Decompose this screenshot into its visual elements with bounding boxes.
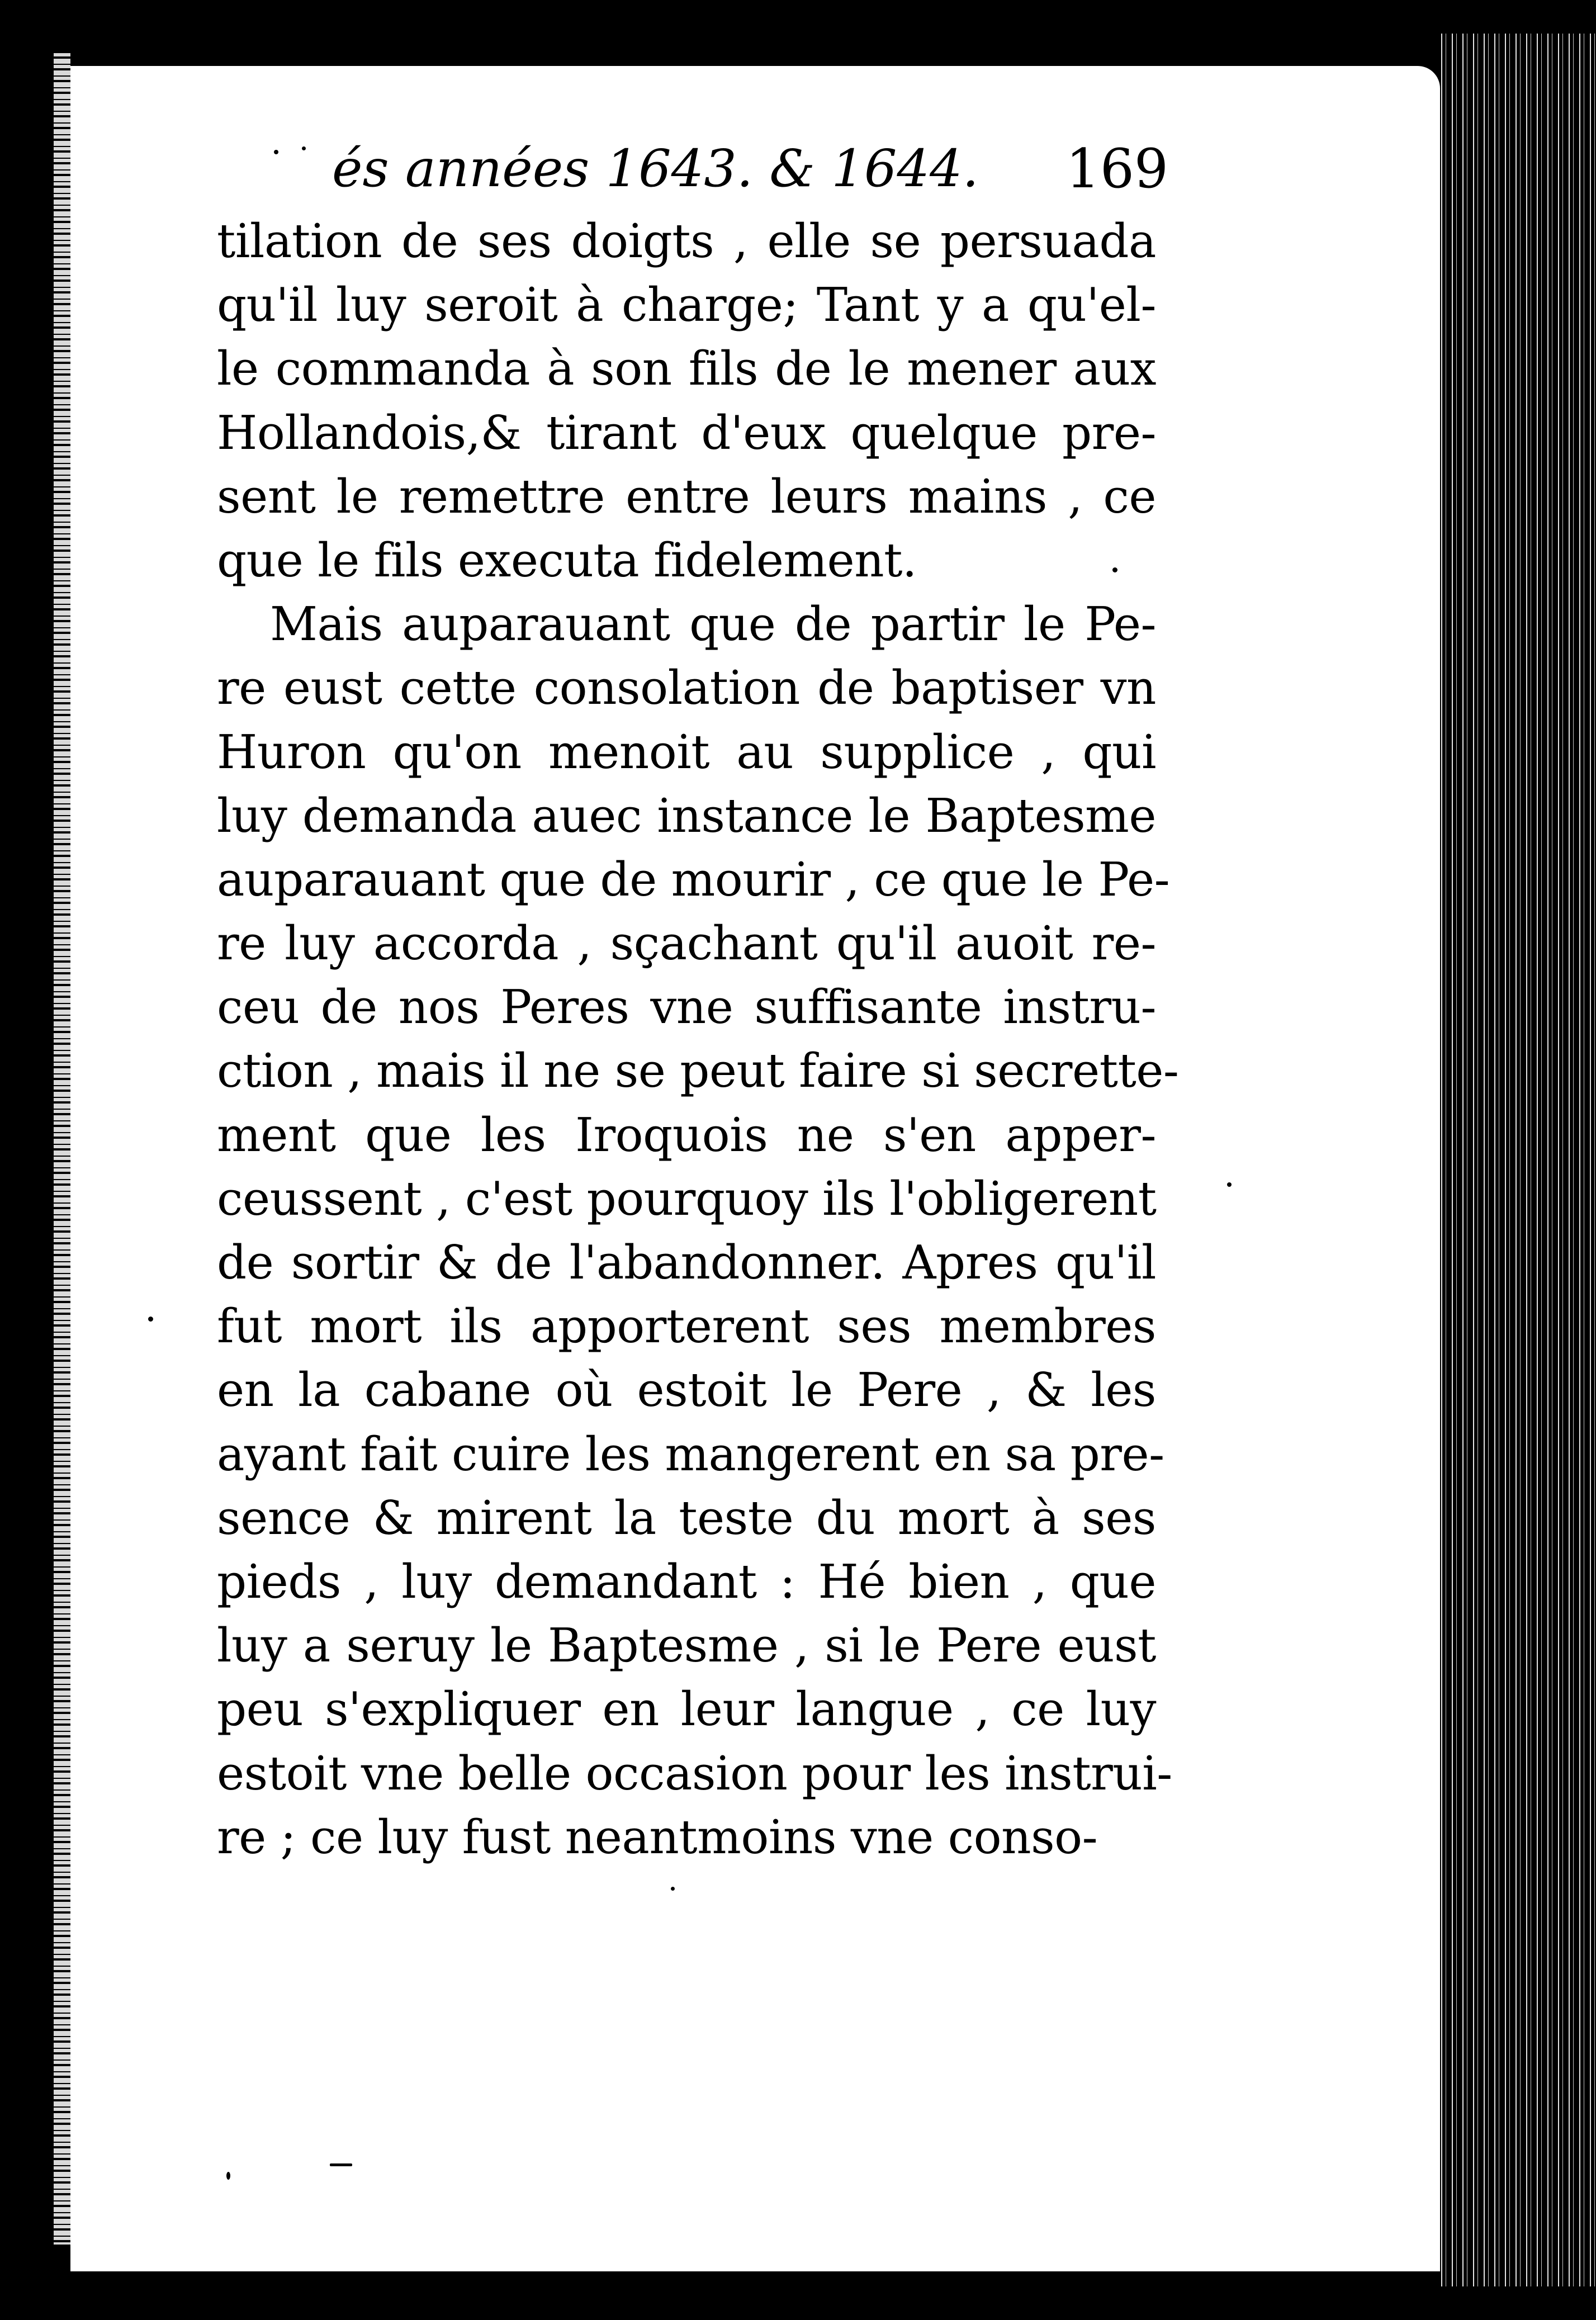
text-line: peu s'expliquer en leur langue , ce luy: [217, 1682, 1156, 1737]
book-fore-edge: [1439, 34, 1596, 2286]
text-line: sence & mirent la teste du mort à ses: [217, 1490, 1156, 1545]
text-line: luy demanda auec instance le Baptesme: [217, 788, 1156, 843]
text-line: pieds , luy demandant : Hé bien , que: [217, 1554, 1156, 1609]
text-line: Hollandois,& tirant d'eux quelque pre-: [217, 405, 1156, 460]
text-line: qu'il luy seroit à charge; Tant y a qu'el-: [217, 278, 1156, 333]
text-line: ceu de nos Peres vne suffisante instru-: [217, 980, 1156, 1035]
page-number: 169: [1065, 138, 1168, 200]
page-left-edge: [54, 53, 70, 2245]
scan-speck: [671, 1887, 675, 1891]
scan-speck: [274, 150, 278, 154]
scan-speck: [226, 2172, 230, 2180]
text-line: re ; ce luy fust neantmoins vne conso-: [217, 1810, 1098, 1864]
text-line: ceussent , c'est pourquoy ils l'obligerent: [217, 1171, 1157, 1226]
text-line: re luy accorda , sçachant qu'il auoit re-: [217, 916, 1156, 971]
text-line: Mais auparauant que de partir le Pe-: [270, 597, 1156, 652]
body-text: [217, 210, 1179, 1869]
text-line: que le fils executa fidelement.: [217, 533, 917, 588]
text-line: auparauant que de mourir , ce que le Pe-: [217, 852, 1170, 907]
text-line: Huron qu'on menoit au supplice , qui: [217, 725, 1156, 779]
scan-speck: [1112, 567, 1117, 572]
text-line: le commanda à son fils de le mener aux: [217, 342, 1156, 396]
text-line: estoit vne belle occasion pour les instrui-: [217, 1746, 1172, 1801]
text-line: sent le remettre entre leurs mains , ce: [217, 469, 1156, 524]
text-line: ction , mais il ne se peut faire si secrette-: [217, 1044, 1179, 1099]
text-line: ayant fait cuire les mangerent en sa pre-: [217, 1427, 1164, 1481]
text-line: de sortir & de l'abandonner. Apres qu'il: [217, 1235, 1156, 1290]
running-head: és années 1643. & 1644.: [332, 139, 979, 198]
text-line: ment que les Iroquois ne s'en apper-: [217, 1107, 1156, 1162]
text-line: en la cabane où estoit le Pere , & les: [217, 1363, 1156, 1418]
scan-speck: [148, 1317, 153, 1322]
text-line: fut mort ils apporterent ses membres: [217, 1299, 1156, 1354]
scan-speck: [302, 146, 306, 150]
text-line: luy a seruy le Baptesme , si le Pere eust: [217, 1618, 1156, 1673]
text-line: tilation de ses doigts , elle se persuada: [217, 214, 1156, 268]
scan-speck: [330, 2163, 352, 2166]
text-line: re eust cette consolation de baptiser vn: [217, 661, 1156, 716]
scan-speck: [1227, 1182, 1232, 1187]
